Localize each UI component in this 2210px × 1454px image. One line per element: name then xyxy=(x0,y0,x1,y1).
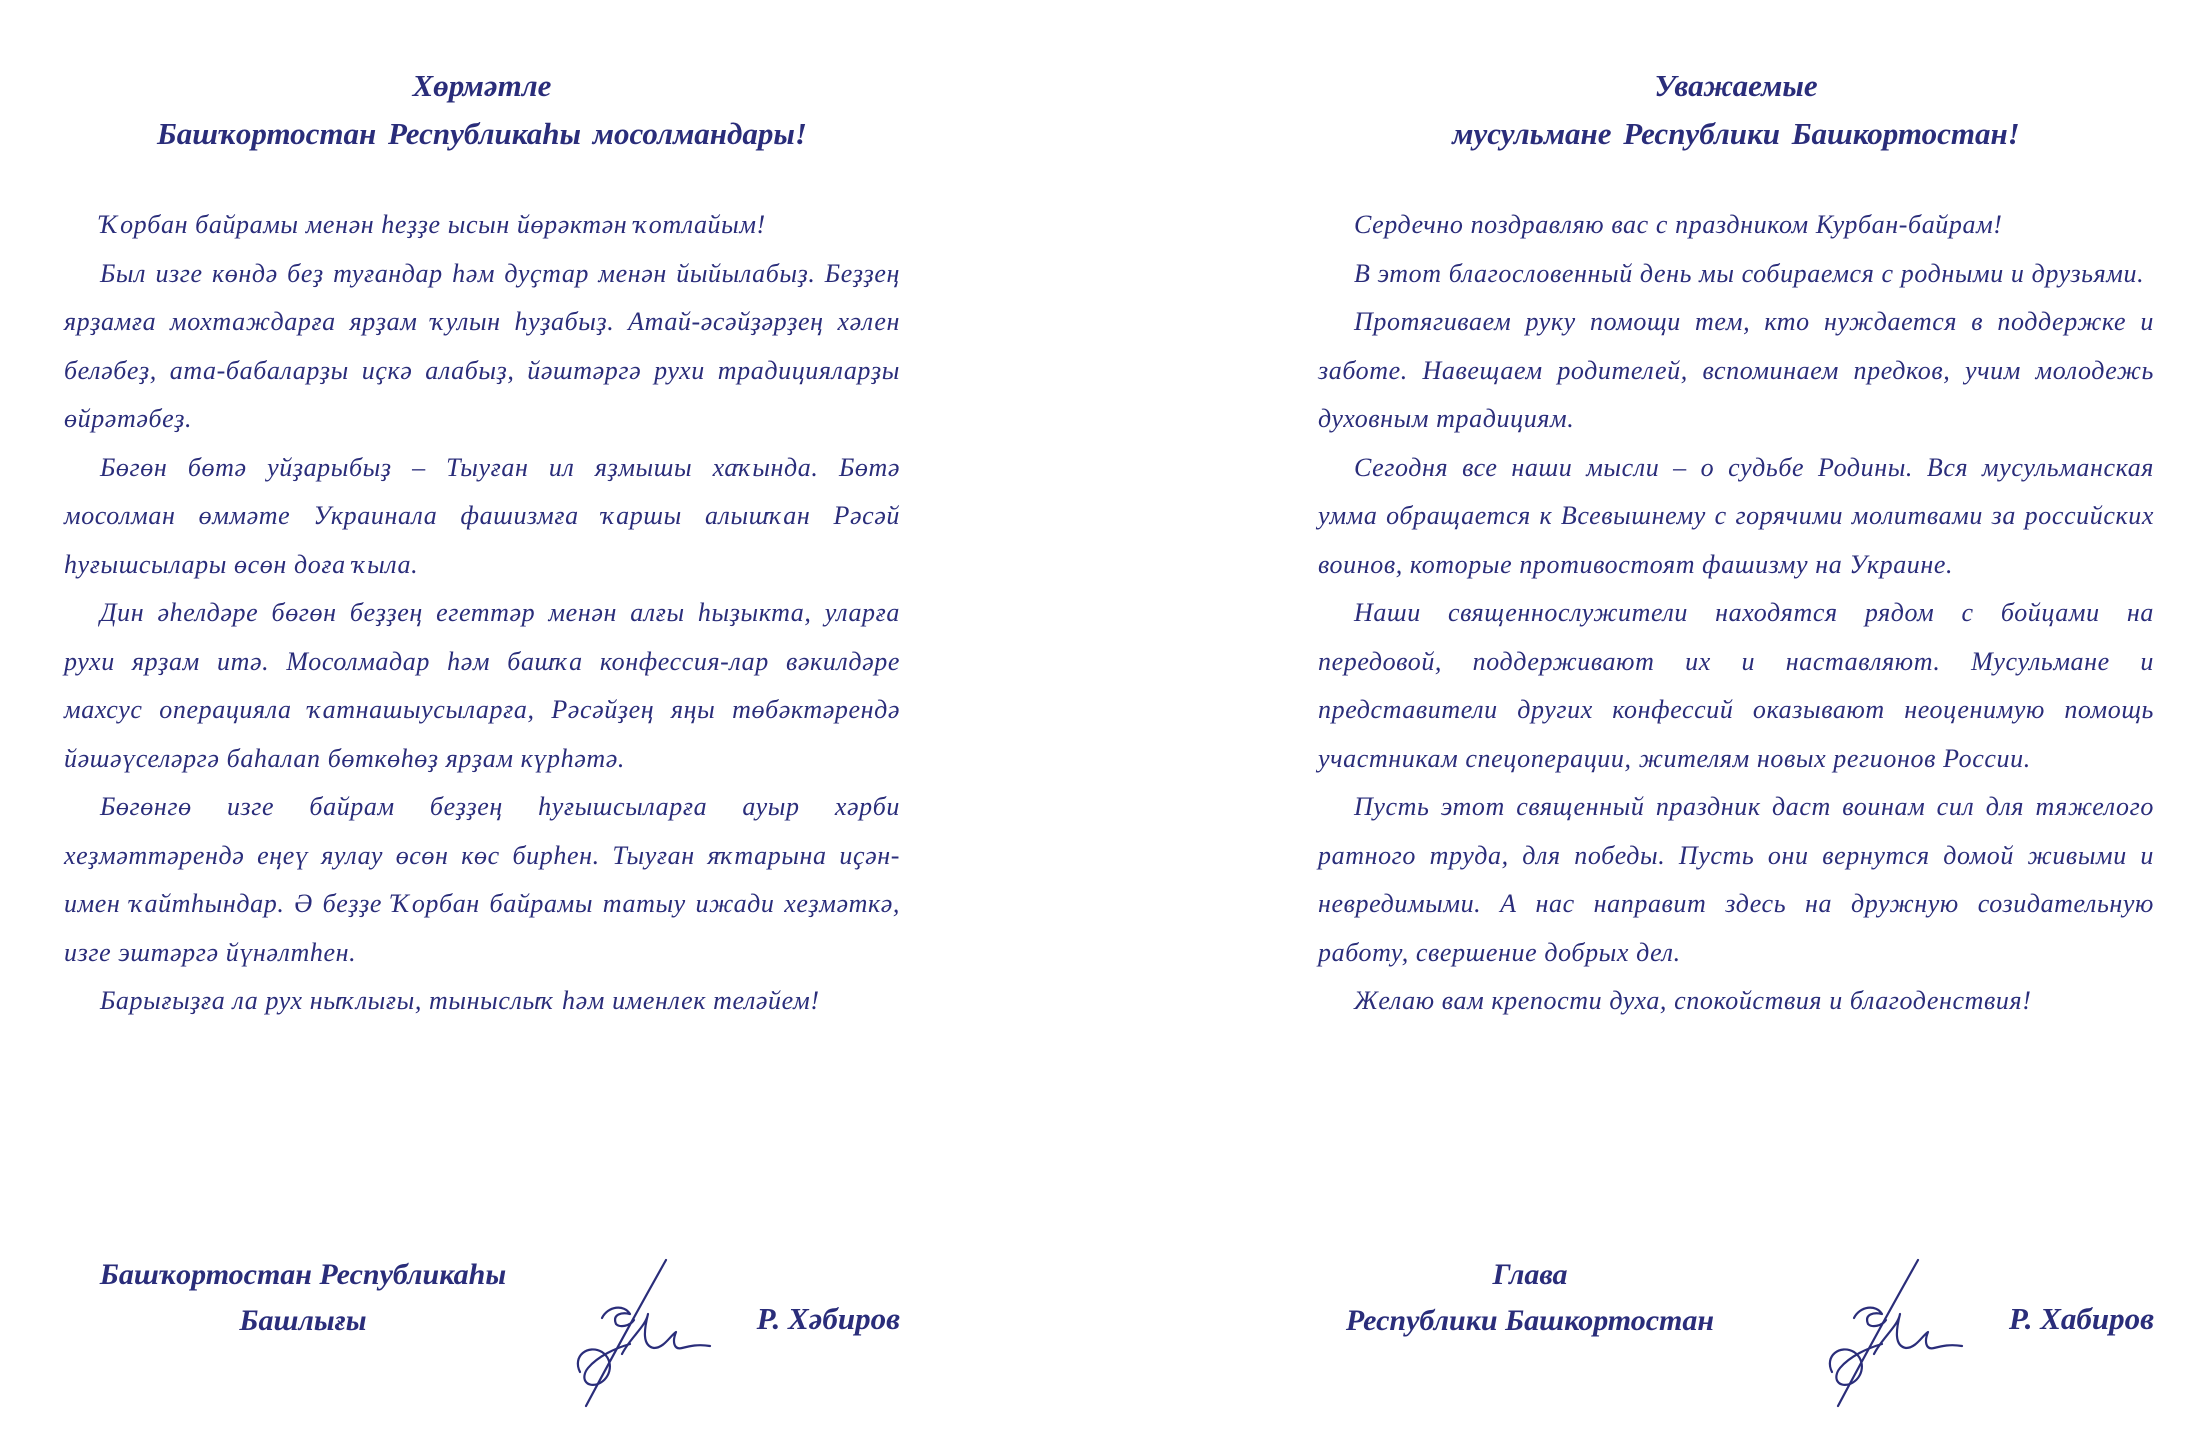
paragraph: Желаю вам крепости духа, спокойствия и благоденствия! xyxy=(1354,986,2032,1015)
signer-title xyxy=(88,1252,518,1344)
russian-signature-block xyxy=(1318,1252,2154,1422)
russian-body xyxy=(1318,201,2154,1026)
paragraph: Наши священнослужители находятся рядом с бойцами на передовой, поддерживают их и наставляют. Мусульмане и представители других конфессий оказывают неоценимую помощь участникам спецоперации, жителям новых регионов России. xyxy=(1318,598,2154,773)
paragraph: Сегодня все наши мысли – о судьбе Родины. Вся мусульманская умма обращается к Всевышнему с горячими молитвами за российских воинов, которые противостоят фашизму на Украине. xyxy=(1318,452,2154,579)
paragraph: Протягиваем руку помощи тем, кто нуждается в поддержке и заботе. Навещаем родителей, вспоминаем предков, учим молодежь духовным традициям. xyxy=(1318,307,2154,433)
heading-line-2: Башҡортостан Республикаһы мосолмандары! xyxy=(157,116,807,151)
signer-title-line-1: Глава xyxy=(1492,1258,1568,1291)
paragraph: Сердечно поздравляю вас с праздником Курбан-байрам! xyxy=(1354,210,2003,239)
paragraph: Дин әһелдәре бөгөн беҙҙең егеттәр менән алғы һыҙыкта, уларға рухи ярҙам итә. Мосолмадар һәм башҡа конфессия-лар вәкилдәре махсус операцияла ҡатнашыусыларға, Рәсәйҙең яңы төбәктәрендә йәшәүселәргә баһалап бөткөһөҙ ярҙам күрһәтә. xyxy=(64,598,900,773)
signer-title-line-1: Башҡортостан Республикаһы xyxy=(99,1258,507,1291)
signer-title-line-2: Башлығы xyxy=(239,1304,367,1337)
heading-line-2: мусульмане Республики Башкортостан! xyxy=(1452,116,2020,151)
heading-line-1: Уважаемые xyxy=(1654,68,1818,103)
russian-heading xyxy=(1318,62,2154,158)
paragraph: Бөгөнгө изге байрам беҙҙең һуғышсыларға ауыр хәрби хеҙмәттәрендә еңеү яулау өсөн көс бирһен. Тыуған яҡтарына иҫән-имен ҡайтһындар. Ә беҙҙе Ҡорбан байрамы татыу ижади хеҙмәткә, изге эштәргә йүнәлтһен. xyxy=(64,792,900,967)
paragraph: Пусть этот священный праздник даст воинам сил для тяжелого ратного труда, для победы. Пусть они вернутся домой живыми и невредимыми. А нас направит здесь на дружную созидательную работу, свершение добрых дел. xyxy=(1318,792,2154,967)
paragraph: В этот благословенный день мы собираемся с родными и друзьями. xyxy=(1354,258,2145,288)
bashkir-body xyxy=(64,201,900,1026)
signer-title xyxy=(1318,1252,1742,1344)
paragraph: Был изге көндә беҙ туғандар һәм дуҫтар менән йыйылабыҙ. Беҙҙең ярҙамға мохтаждарға ярҙам ҡулын һуҙабыҙ. Атай-әсәйҙәрҙең хәлен беләбеҙ, ата-бабаларҙы иҫкә алабыҙ, йәштәргә рухи традицияларҙы өйрәтәбеҙ. xyxy=(64,258,900,433)
paragraph: Ҡорбан байрамы менән һеҙҙе ысын йөрәктән ҡотлайым! xyxy=(100,210,766,239)
paragraph: Бөгөн бөтә уйҙарыбыҙ – Тыуған ил яҙмышы хаҡында. Бөтә мосолман өммәте Украинала фашизмға ҡаршы алышҡан Рәсәй һуғышсылары өсөн доға ҡыла. xyxy=(64,452,900,579)
signer-title-line-2: Республики Башкортостан xyxy=(1345,1304,1715,1337)
signature-icon xyxy=(558,1252,718,1412)
bashkir-signature-block xyxy=(64,1252,900,1422)
paragraph: Барығыҙға ла рух ныҡлығы, тыныслыҡ һәм именлек теләйем! xyxy=(100,986,820,1015)
bashkir-heading xyxy=(64,62,900,158)
signer-name: Р. Хәбиров xyxy=(756,1301,900,1336)
signer-name: Р. Хабиров xyxy=(2008,1301,2154,1336)
signature-icon xyxy=(1810,1252,1970,1412)
heading-line-1: Хөрмәтле xyxy=(412,68,552,103)
